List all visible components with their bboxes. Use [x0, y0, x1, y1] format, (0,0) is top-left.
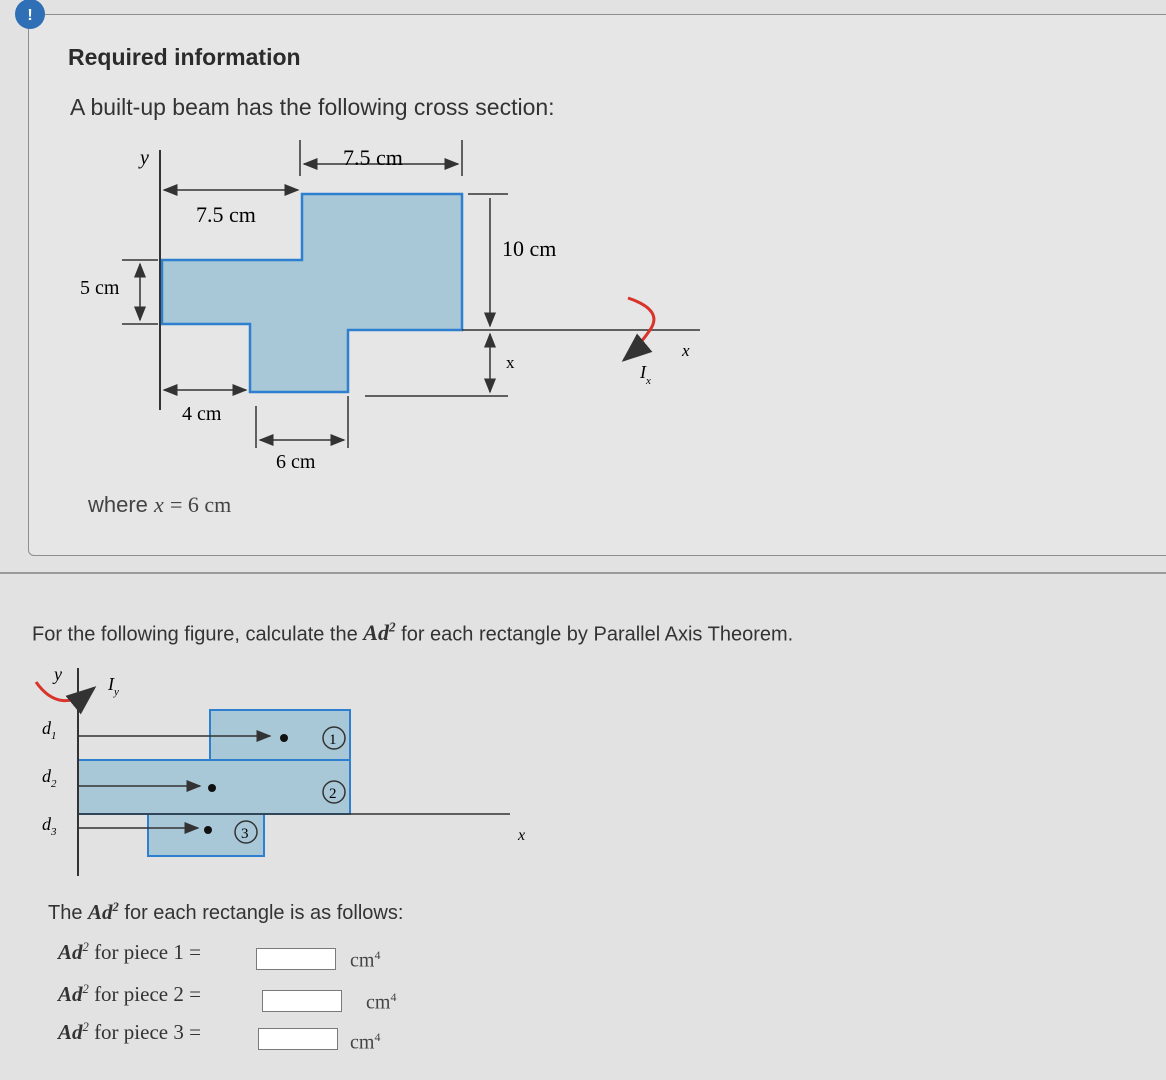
centroid-dot [204, 826, 212, 834]
y-axis-label: y [140, 147, 149, 169]
centroid-dot [280, 734, 288, 742]
moment-arrow-icon [624, 298, 654, 360]
exclamation-icon: ! [15, 0, 45, 29]
answer-row-3: Ad$^2$ for piece 3 = [58, 1020, 201, 1044]
x-axis-label: x [518, 827, 526, 844]
dim-bottom-width: 6 cm [276, 451, 316, 473]
piece-3-number: 3 [241, 826, 249, 842]
dim-x-label: x [506, 353, 515, 372]
piece-3-answer-input[interactable] [258, 1028, 338, 1050]
answer-intro-before: The [48, 902, 83, 924]
piece-1-answer-input[interactable] [256, 948, 336, 970]
question-before: For the following figure, calculate the [32, 623, 358, 646]
where-eq: = 6 cm [169, 492, 232, 517]
d1-label: $d_1$ [42, 718, 57, 742]
rectangles-figure [0, 650, 560, 880]
section-divider [0, 572, 1166, 574]
y-axis-label: y [54, 664, 62, 684]
moment-arrow-icon [36, 682, 94, 701]
piece-2-answer-input[interactable] [262, 990, 342, 1012]
dim-top-width: 7.5 cm [343, 145, 403, 170]
question-term: Ad$^2$ [363, 620, 396, 646]
answer-row-1: Ad$^2$ for piece 1 = [58, 940, 201, 964]
unit-label: $cm^4$ [350, 1030, 381, 1054]
answer-intro-after: for each rectangle is as follows: [124, 902, 404, 924]
x-axis-label: x [682, 341, 690, 360]
answer-intro [48, 900, 403, 925]
piece-2-number: 2 [329, 786, 337, 802]
dim-bottom-left: 4 cm [182, 403, 222, 425]
dim-height-total: 10 cm [502, 236, 557, 261]
cross-section-figure [0, 130, 720, 480]
moment-label: $I_x$ [640, 362, 651, 387]
moment-label: $I_y$ [108, 674, 119, 698]
centroid-dot [208, 784, 216, 792]
piece-1-number: 1 [329, 732, 337, 748]
unit-label: $cm^4$ [350, 948, 381, 972]
section-heading: Required information [68, 44, 301, 70]
where-prefix: where [88, 492, 148, 517]
d3-label: $d_3$ [42, 814, 57, 838]
answer-row-2: Ad$^2$ for piece 2 = [58, 982, 201, 1006]
question-after: for each rectangle by Parallel Axis Theorem. [401, 623, 794, 646]
where-var: x [154, 492, 164, 517]
dim-left-width: 7.5 cm [196, 202, 256, 227]
unit-label: $cm^4$ [366, 990, 397, 1014]
intro-text: A built-up beam has the following cross section: [70, 94, 555, 120]
where-statement [88, 492, 231, 518]
dim-left-height: 5 cm [80, 277, 120, 299]
d2-label: $d_2$ [42, 766, 57, 790]
answer-intro-term: Ad$^2$ [88, 900, 119, 924]
question-text [32, 620, 793, 646]
